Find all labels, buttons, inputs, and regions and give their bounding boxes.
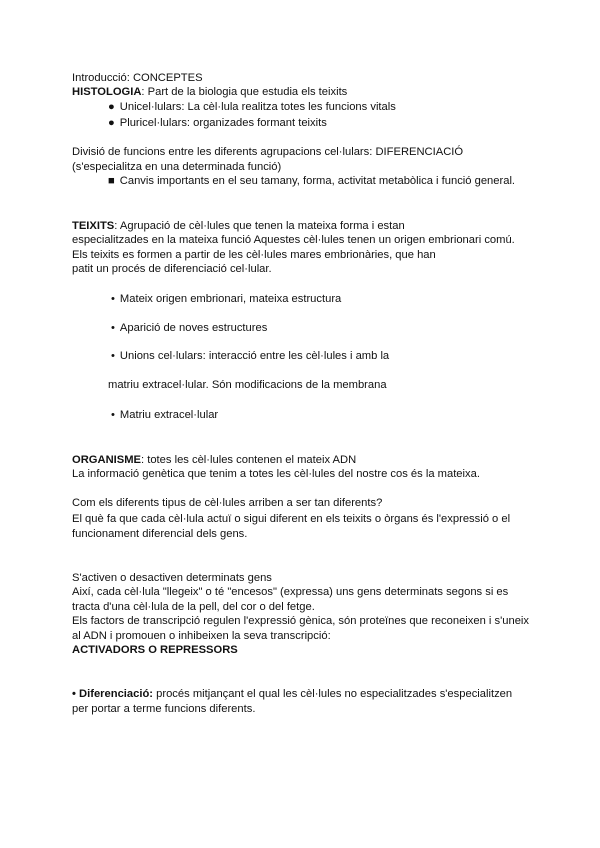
teixits-definition: : Agrupació de cèl·lules que tenen la mateixa forma i estan	[114, 220, 405, 232]
bullet-square-icon: ■	[108, 175, 115, 187]
organisme-line2: La informació genètica que tenim a totes les cèl·lules del nostre cos és la mateixa.	[72, 468, 480, 480]
histologia-term: HISTOLOGIA	[72, 86, 142, 98]
bullet-icon: •	[111, 293, 115, 305]
organisme-term: ORGANISME	[72, 454, 141, 466]
pluricel-text: Pluricel·lulars: organizades formant teixits	[119, 117, 327, 129]
bullet-dot-icon: ●	[108, 117, 115, 129]
unions-text: Unions cel·lulars: interacció entre les cèl·lules i amb la	[119, 350, 390, 362]
teixits-line4: patit un procés de diferenciació cel·lular.	[72, 263, 272, 275]
diferenciacio-definition: procés mitjançant el qual les cèl·lules no especialitzades s'especialitzen	[153, 688, 513, 700]
bullet-icon: •	[111, 350, 115, 362]
diferenciacio-line1	[72, 687, 512, 702]
canvis-text: Canvis importants en el seu tamany, forma, activitat metabòlica i funció general.	[119, 175, 516, 187]
bullet-dot-icon: ●	[108, 101, 115, 113]
list-item-canvis	[108, 174, 515, 189]
gens-line5: al ADN i promouen o inhibeixen la seva transcripció:	[72, 630, 331, 642]
gens-line1: S'activen o desactiven determinats gens	[72, 572, 272, 584]
histologia-definition: : Part de la biologia que estudia els teixits	[141, 86, 348, 98]
unions-continuation: matriu extracel·lular. Són modificacions de la membrana	[108, 379, 387, 391]
teixits-line2: especialitzades en la mateixa funció Aquestes cèl·lules tenen un origen embrionari comú.	[72, 234, 515, 246]
histologia-line	[72, 85, 347, 100]
organisme-answer2: funcionament diferencial dels gens.	[72, 528, 248, 540]
organisme-line1	[72, 453, 356, 468]
gens-line4: Els factors de transcripció regulen l'expressió gènica, són proteïnes que reconeixen i s'uneix	[72, 615, 529, 627]
bullet-icon: •	[111, 322, 115, 334]
divisio-line1: Divisió de funcions entre les diferents agrupacions cel·lulars: DIFERENCIACIÓ	[72, 146, 464, 158]
teixits-term: TEIXITS	[72, 220, 115, 232]
bullet-icon: •	[111, 409, 115, 421]
teixits-line1	[72, 219, 405, 234]
organisme-question: Com els diferents tipus de cèl·lules arriben a ser tan diferents?	[72, 497, 383, 509]
organisme-answer1: El què fa que cada cèl·lula actuï o sigui diferent en els teixits o òrgans és l'expressió o el	[72, 513, 511, 525]
list-item-unions	[111, 349, 389, 364]
list-item-aparicio	[111, 321, 267, 336]
gens-line3: tracta d'una cèl·lula de la pell, del cor o del fetge.	[72, 601, 315, 613]
bullet-icon: •	[72, 688, 76, 700]
teixits-line3: Els teixits es formen a partir de les cèl·lules mares embrionàries, que han	[72, 249, 436, 261]
divisio-line2: (s'especialitza en una determinada funció)	[72, 161, 282, 173]
list-item-origen	[111, 292, 341, 307]
list-item-pluricel	[108, 116, 327, 131]
diferenciacio-term: Diferenciació:	[79, 688, 154, 700]
organisme-definition: : totes les cèl·lules contenen el mateix ADN	[141, 454, 357, 466]
list-item-unicel	[108, 100, 396, 115]
origen-text: Mateix origen embrionari, mateixa estructura	[119, 293, 342, 305]
intro-title: Introducció: CONCEPTES	[72, 72, 203, 84]
unicel-text: Unicel·lulars: La cèl·lula realitza totes les funcions vitals	[119, 101, 396, 113]
matriu-text: Matriu extracel·lular	[119, 409, 219, 421]
aparicio-text: Aparició de noves estructures	[119, 322, 268, 334]
activadors-heading: ACTIVADORS O REPRESSORS	[72, 644, 238, 656]
diferenciacio-line2: per portar a terme funcions diferents.	[72, 703, 256, 715]
list-item-matriu	[111, 408, 218, 423]
gens-line2: Així, cada cèl·lula "llegeix" o té "encesos" (expressa) uns gens determinats segons si es	[72, 586, 509, 598]
